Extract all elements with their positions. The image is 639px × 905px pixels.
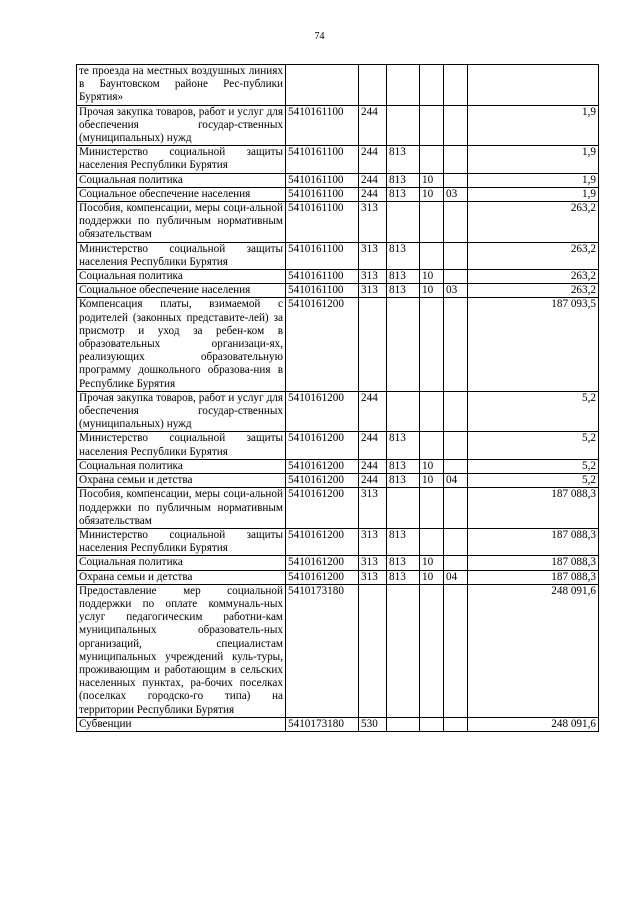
main-manager-cell xyxy=(387,202,420,243)
main-manager-cell: 813 xyxy=(387,556,420,570)
section-cell xyxy=(420,65,444,106)
expense-type-cell: 244 xyxy=(359,146,387,173)
amount-cell: 187 088,3 xyxy=(468,528,599,555)
main-manager-cell xyxy=(387,298,420,391)
target-code-cell: 5410173180 xyxy=(286,584,359,717)
table-row xyxy=(77,488,599,529)
target-code-cell: 5410161100 xyxy=(286,173,359,187)
amount-cell: 187 088,3 xyxy=(468,556,599,570)
target-code-cell: 5410161200 xyxy=(286,528,359,555)
table-row xyxy=(77,298,599,391)
page-number: 74 xyxy=(314,31,325,42)
subsection-cell xyxy=(444,298,468,391)
subsection-cell xyxy=(444,242,468,269)
section-cell xyxy=(420,298,444,391)
target-code-cell: 5410161200 xyxy=(286,488,359,529)
subsection-cell xyxy=(444,584,468,717)
expense-type-cell: 244 xyxy=(359,173,387,187)
table-row xyxy=(77,202,599,243)
table-row xyxy=(77,717,599,731)
subsection-cell: 04 xyxy=(444,474,468,488)
table-row xyxy=(77,65,599,106)
item-name-cell: Министерство социальной защиты населения Республики Бурятия xyxy=(77,528,286,555)
amount-cell: 248 091,6 xyxy=(468,584,599,717)
section-cell xyxy=(420,242,444,269)
main-manager-cell xyxy=(387,584,420,717)
main-manager-cell: 813 xyxy=(387,242,420,269)
expense-type-cell xyxy=(359,298,387,391)
amount-cell: 187 088,3 xyxy=(468,570,599,584)
table-row xyxy=(77,528,599,555)
table-row xyxy=(77,242,599,269)
subsection-cell: 03 xyxy=(444,187,468,201)
amount-cell: 263,2 xyxy=(468,242,599,269)
main-manager-cell: 813 xyxy=(387,570,420,584)
section-cell xyxy=(420,717,444,731)
item-name-cell: Пособия, компенсации, меры соци-альной поддержки по публичным нормативным обязательствам xyxy=(77,488,286,529)
target-code-cell: 5410161200 xyxy=(286,474,359,488)
amount-cell: 1,9 xyxy=(468,187,599,201)
item-name-cell: Охрана семьи и детства xyxy=(77,474,286,488)
table-row xyxy=(77,284,599,298)
section-cell xyxy=(420,391,444,432)
subsection-cell xyxy=(444,459,468,473)
table-row xyxy=(77,146,599,173)
table-row xyxy=(77,270,599,284)
expense-type-cell: 244 xyxy=(359,391,387,432)
subsection-cell: 03 xyxy=(444,284,468,298)
item-name-cell: Социальная политика xyxy=(77,173,286,187)
amount-cell: 5,2 xyxy=(468,459,599,473)
item-name-cell: Охрана семьи и детства xyxy=(77,570,286,584)
main-manager-cell: 813 xyxy=(387,284,420,298)
amount-cell: 1,9 xyxy=(468,173,599,187)
section-cell xyxy=(420,528,444,555)
table-row xyxy=(77,187,599,201)
target-code-cell: 5410161200 xyxy=(286,298,359,391)
item-name-cell: Пособия, компенсации, меры соци-альной поддержки по публичным нормативным обязательствам xyxy=(77,202,286,243)
item-name-cell: Прочая закупка товаров, работ и услуг для обеспечения государ-ственных (муниципальных) нужд xyxy=(77,105,286,146)
section-cell: 10 xyxy=(420,474,444,488)
target-code-cell: 5410161100 xyxy=(286,105,359,146)
subsection-cell xyxy=(444,146,468,173)
main-manager-cell: 813 xyxy=(387,146,420,173)
item-name-cell: Министерство социальной защиты населения Республики Бурятия xyxy=(77,432,286,459)
budget-table xyxy=(76,64,599,732)
expense-type-cell: 313 xyxy=(359,202,387,243)
target-code-cell xyxy=(286,65,359,106)
target-code-cell: 5410161200 xyxy=(286,459,359,473)
section-cell: 10 xyxy=(420,556,444,570)
section-cell xyxy=(420,432,444,459)
table-body xyxy=(77,65,599,732)
section-cell: 10 xyxy=(420,173,444,187)
section-cell xyxy=(420,584,444,717)
amount-cell xyxy=(468,65,599,106)
amount-cell: 1,9 xyxy=(468,105,599,146)
expense-type-cell: 313 xyxy=(359,242,387,269)
item-name-cell: Министерство социальной защиты населения Республики Бурятия xyxy=(77,146,286,173)
item-name-cell: Социальное обеспечение населения xyxy=(77,284,286,298)
table-row xyxy=(77,432,599,459)
subsection-cell: 04 xyxy=(444,570,468,584)
target-code-cell: 5410161200 xyxy=(286,391,359,432)
expense-type-cell: 530 xyxy=(359,717,387,731)
main-manager-cell xyxy=(387,105,420,146)
main-manager-cell xyxy=(387,488,420,529)
item-name-cell: Министерство социальной защиты населения Республики Бурятия xyxy=(77,242,286,269)
subsection-cell xyxy=(444,528,468,555)
section-cell xyxy=(420,105,444,146)
item-name-cell: те проезда на местных воздушных линиях в Баунтовском районе Рес-публики Бурятия» xyxy=(77,65,286,106)
section-cell: 10 xyxy=(420,570,444,584)
subsection-cell xyxy=(444,717,468,731)
item-name-cell: Прочая закупка товаров, работ и услуг для обеспечения государ-ственных (муниципальных) нужд xyxy=(77,391,286,432)
subsection-cell xyxy=(444,432,468,459)
item-name-cell: Предоставление мер социальной поддержки по оплате коммуналь-ных услуг педагогическим работни-кам муниципальных образователь-ных организаций, специалистам муниципальных учреждений куль-туры, проживающим и работающим в сельских населенных пунктах, ра-бочих поселках (поселках городско-го типа) на территории Республики Бурятия xyxy=(77,584,286,717)
target-code-cell: 5410161200 xyxy=(286,570,359,584)
section-cell xyxy=(420,146,444,173)
main-manager-cell: 813 xyxy=(387,528,420,555)
amount-cell: 263,2 xyxy=(468,202,599,243)
item-name-cell: Социальное обеспечение населения xyxy=(77,187,286,201)
table-row xyxy=(77,584,599,717)
expense-type-cell: 313 xyxy=(359,284,387,298)
subsection-cell xyxy=(444,488,468,529)
expense-type-cell: 244 xyxy=(359,474,387,488)
main-manager-cell: 813 xyxy=(387,173,420,187)
subsection-cell xyxy=(444,173,468,187)
section-cell: 10 xyxy=(420,187,444,201)
table-row xyxy=(77,391,599,432)
target-code-cell: 5410161200 xyxy=(286,432,359,459)
subsection-cell xyxy=(444,270,468,284)
target-code-cell: 5410161100 xyxy=(286,146,359,173)
expense-type-cell: 313 xyxy=(359,570,387,584)
expense-type-cell xyxy=(359,65,387,106)
expense-type-cell xyxy=(359,584,387,717)
subsection-cell xyxy=(444,202,468,243)
section-cell xyxy=(420,488,444,529)
target-code-cell: 5410161200 xyxy=(286,556,359,570)
main-manager-cell xyxy=(387,391,420,432)
expense-type-cell: 313 xyxy=(359,556,387,570)
section-cell: 10 xyxy=(420,459,444,473)
target-code-cell: 5410161100 xyxy=(286,202,359,243)
subsection-cell xyxy=(444,391,468,432)
expense-type-cell: 244 xyxy=(359,459,387,473)
table-row xyxy=(77,105,599,146)
target-code-cell: 5410161100 xyxy=(286,242,359,269)
expense-type-cell: 244 xyxy=(359,432,387,459)
main-manager-cell: 813 xyxy=(387,432,420,459)
item-name-cell: Компенсация платы, взимаемой с родителей (законных представите-лей) за присмотр и уход за ребен-ком в образовательных организаци-ях, реализующих образовательную программу дошкольного образова-ния в Республике Бурятия xyxy=(77,298,286,391)
subsection-cell xyxy=(444,65,468,106)
amount-cell: 5,2 xyxy=(468,432,599,459)
section-cell xyxy=(420,202,444,243)
item-name-cell: Субвенции xyxy=(77,717,286,731)
amount-cell: 187 093,5 xyxy=(468,298,599,391)
amount-cell: 5,2 xyxy=(468,474,599,488)
section-cell: 10 xyxy=(420,284,444,298)
amount-cell: 248 091,6 xyxy=(468,717,599,731)
target-code-cell: 5410161100 xyxy=(286,284,359,298)
subsection-cell xyxy=(444,105,468,146)
table-row xyxy=(77,556,599,570)
subsection-cell xyxy=(444,556,468,570)
main-manager-cell: 813 xyxy=(387,187,420,201)
table-row xyxy=(77,474,599,488)
expense-type-cell: 244 xyxy=(359,187,387,201)
amount-cell: 263,2 xyxy=(468,270,599,284)
amount-cell: 5,2 xyxy=(468,391,599,432)
main-manager-cell xyxy=(387,65,420,106)
main-manager-cell: 813 xyxy=(387,474,420,488)
expense-type-cell: 313 xyxy=(359,488,387,529)
main-manager-cell: 813 xyxy=(387,270,420,284)
table-row xyxy=(77,173,599,187)
main-manager-cell xyxy=(387,717,420,731)
amount-cell: 187 088,3 xyxy=(468,488,599,529)
expense-type-cell: 313 xyxy=(359,270,387,284)
target-code-cell: 5410161100 xyxy=(286,187,359,201)
item-name-cell: Социальная политика xyxy=(77,556,286,570)
table-row xyxy=(77,459,599,473)
section-cell: 10 xyxy=(420,270,444,284)
target-code-cell: 5410161100 xyxy=(286,270,359,284)
amount-cell: 263,2 xyxy=(468,284,599,298)
amount-cell: 1,9 xyxy=(468,146,599,173)
target-code-cell: 5410173180 xyxy=(286,717,359,731)
expense-type-cell: 244 xyxy=(359,105,387,146)
table-row xyxy=(77,570,599,584)
item-name-cell: Социальная политика xyxy=(77,270,286,284)
main-manager-cell: 813 xyxy=(387,459,420,473)
expense-type-cell: 313 xyxy=(359,528,387,555)
item-name-cell: Социальная политика xyxy=(77,459,286,473)
